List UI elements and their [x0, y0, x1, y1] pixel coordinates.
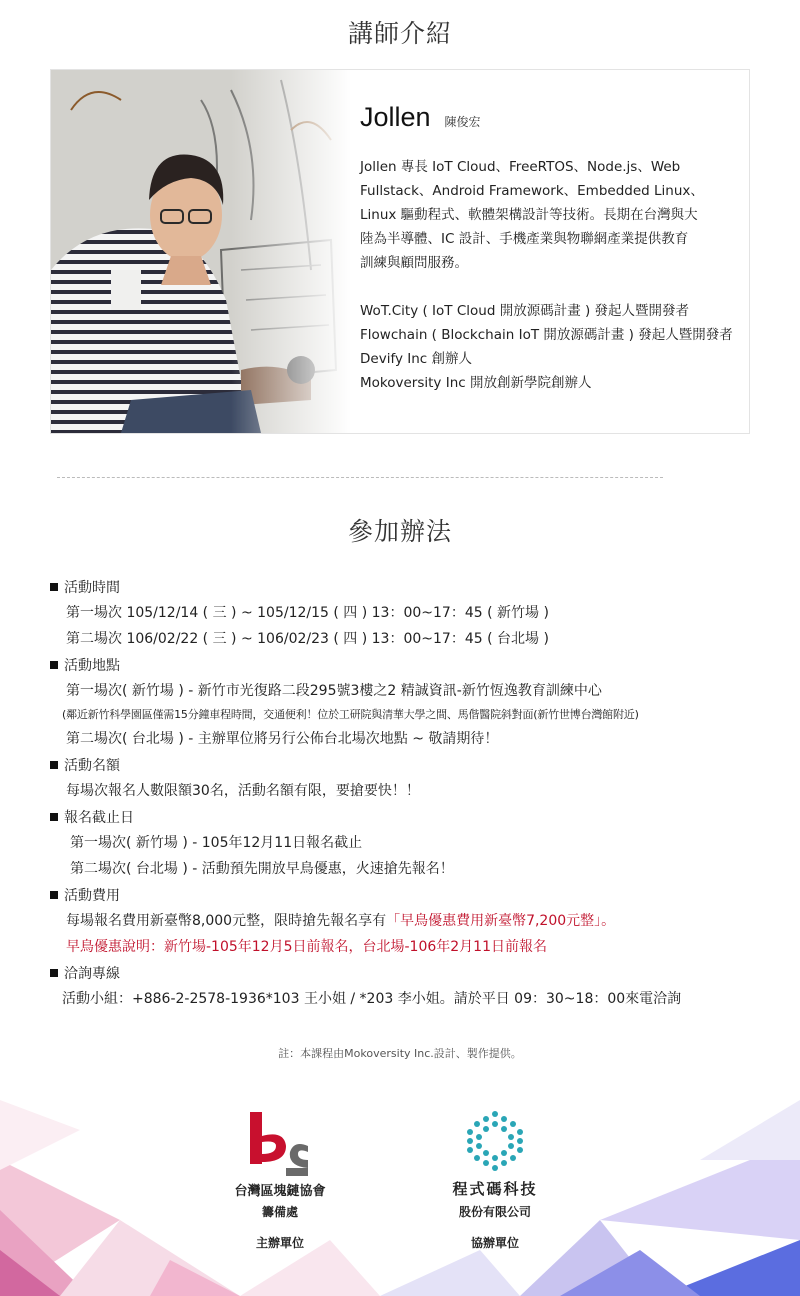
bullet-square-icon — [50, 813, 58, 821]
bio-line: Linux 驅動程式、軟體架構設計等技術。長期在台灣與大 — [360, 207, 698, 223]
instructor-name: Jollen — [360, 102, 431, 132]
bullet-square-icon — [50, 891, 58, 899]
hexagon-dots-logo-icon — [462, 1108, 528, 1174]
role-item: Mokoversity Inc 開放創新學院創辦人 — [360, 375, 592, 391]
contact-heading: 洽詢專線 — [50, 960, 760, 986]
location-line: 第一場次( 新竹場 ) - 新竹市光復路二段295號3樓之2 精誠資訊-新竹恆逸教育訓練中心 — [66, 683, 602, 699]
contact-line: 活動小組：+886-2-2578-1936*103 王小姐 / *203 李小姐。請於平日 09：30~18：00來電洽詢 — [62, 991, 682, 1007]
bc-logo-icon — [250, 1112, 310, 1176]
location-line: 第二場次( 台北場 ) - 主辦單位將另行公佈台北場次地點 ~ 敬請期待！ — [66, 731, 499, 747]
bullet-square-icon — [50, 661, 58, 669]
instructor-bio — [360, 102, 745, 395]
instructor-roles — [360, 299, 745, 395]
organizer-cohost — [420, 1108, 570, 1251]
deadline-heading: 報名截止日 — [50, 804, 760, 830]
bio-line: Fullstack、Android Framework、Embedded Linux、 — [360, 183, 704, 199]
role-item: Flowchain ( Blockchain IoT 開放源碼計畫 ) 發起人暨開發者 — [360, 327, 733, 343]
organizer-role: 協辦單位 — [470, 1236, 519, 1250]
organizer-name: 台灣區塊鏈協會 — [234, 1184, 326, 1199]
quota-line: 每場次報名人數限額30名，活動名額有限，要搶要快！！ — [66, 783, 420, 799]
bullet-square-icon — [50, 761, 58, 769]
instructor-name-zh: 陳俊宏 — [444, 115, 481, 129]
footer-polygon-background — [0, 1100, 800, 1296]
quota-heading: 活動名額 — [50, 752, 760, 778]
bio-line: Jollen 專長 IoT Cloud、FreeRTOS、Node.js、Web — [360, 159, 681, 175]
time-line: 第一場次 105/12/14 ( 三 ) ~ 105/12/15 ( 四 ) 13：00~17：45 ( 新竹場 ) — [66, 605, 549, 621]
instructor-section-title: 講師介紹 — [347, 19, 452, 48]
bullet-square-icon — [50, 969, 58, 977]
organizer-role: 主辦單位 — [255, 1236, 304, 1250]
deadline-line: 第一場次( 新竹場 ) - 105年12月11日報名截止 — [70, 835, 363, 851]
time-line: 第二場次 106/02/22 ( 三 ) ~ 106/02/23 ( 四 ) 13：00~17：45 ( 台北場 ) — [66, 631, 549, 647]
role-item: Devify Inc 創辦人 — [360, 351, 472, 367]
instructor-photo — [51, 70, 351, 433]
early-bird-note: 早鳥優惠說明：新竹場-105年12月5日前報名，台北場-106年2月11日前報名 — [66, 939, 547, 955]
instructor-card — [50, 69, 750, 434]
bio-line: 訓練與顧問服務。 — [360, 255, 468, 271]
bio-line: 陸為半導體、IC 設計、手機產業與物聯網產業提供教育 — [360, 231, 689, 247]
organizer-name-line2: 籌備處 — [261, 1205, 298, 1219]
bio-paragraph — [360, 155, 745, 275]
organizer-name-line2: 股份有限公司 — [458, 1205, 531, 1219]
course-note: 註：本課程由Mokoversity Inc.設計、製作提供。 — [278, 1047, 522, 1060]
deadline-line: 第二場次( 台北場 ) - 活動預先開放早鳥優惠，火速搶先報名！ — [70, 861, 454, 877]
section-divider — [57, 477, 663, 478]
location-heading: 活動地點 — [50, 652, 760, 678]
organizer-host — [205, 1112, 355, 1251]
organizer-name: 程式碼科技 — [452, 1180, 538, 1198]
role-item: WoT.City ( IoT Cloud 開放源碼計畫 ) 發起人暨開發者 — [360, 303, 690, 319]
early-bird-price: 「早鳥優惠費用新臺幣7,200元整」。 — [386, 913, 616, 929]
location-note: (鄰近新竹科學園區僅需15分鐘車程時間，交通便利！位於工研院與清華大學之間、馬偕醫院斜對面(新竹世博台灣館附近) — [62, 708, 639, 721]
bullet-square-icon — [50, 583, 58, 591]
fee-line: 每場報名費用新臺幣8,000元整，限時搶先報名享有「早鳥優惠費用新臺幣7,200元整」。 — [66, 913, 616, 929]
participation-section-title: 參加辦法 — [347, 517, 452, 546]
participation-info — [50, 574, 760, 1012]
fee-heading: 活動費用 — [50, 882, 760, 908]
time-heading: 活動時間 — [50, 574, 760, 600]
